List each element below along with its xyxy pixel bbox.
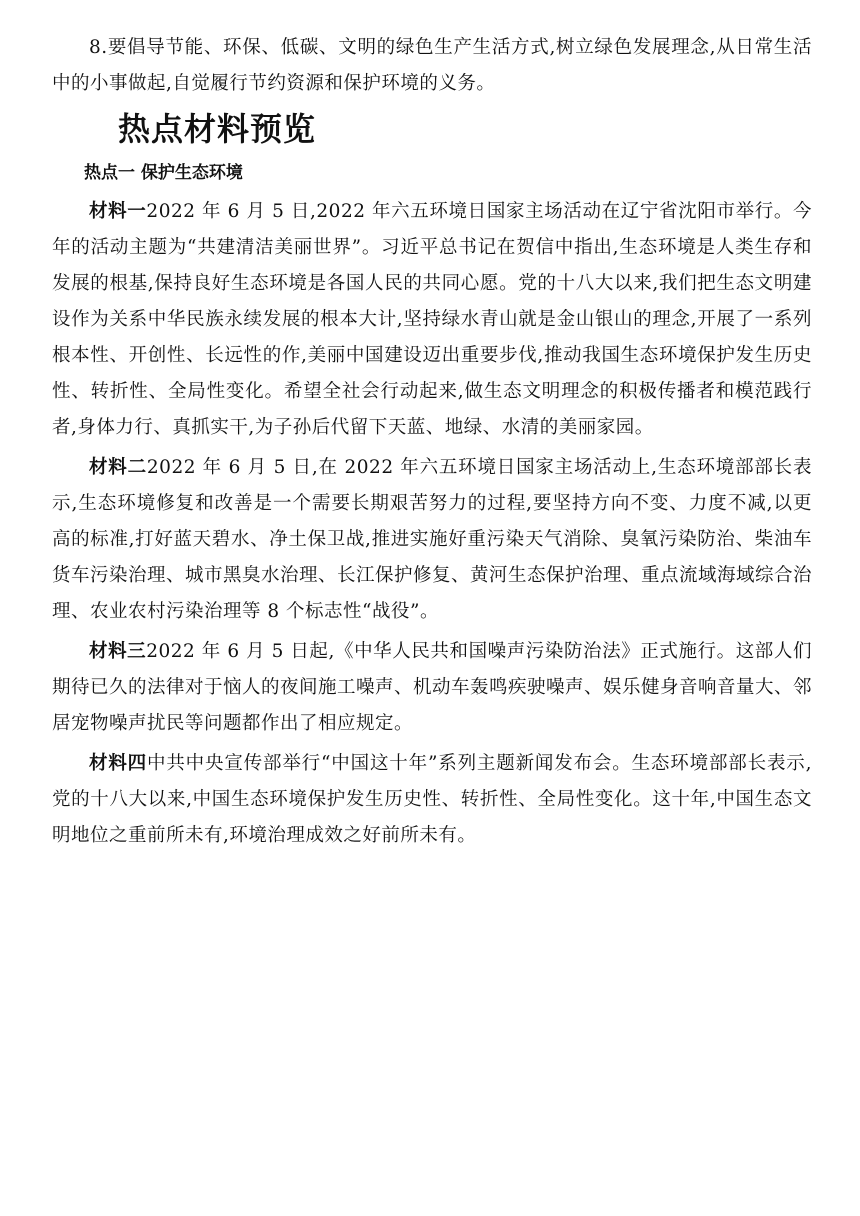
material-text: 2022 年 6 月 5 日,2022 年六五环境日国家主场活动在辽宁省沈阳市举行。今年的活动主题为“共建清洁美丽世界”。习近平总书记在贺信中指出,生态环境是人类生存和发展的根基,保持良好生态环境是各国人民的共同心愿。党的十八大以来,我们把生态文明建设作为关系中华民族永续发展的根本大计,坚持绿水青山就是金山银山的理念,开展了一系列根本性、开创性、长远性的作,美丽中国建设迈出重要步伐,推动我国生态环境保护发生历史性、转折性、全局性变化。希望全社会行动起来,做生态文明理念的积极传播者和模范践行者,身体力行、真抓实干,为子孙后代留下天蓝、地绿、水清的美丽家园。 <box>52 201 812 438</box>
material-label: 材料三 <box>89 641 147 662</box>
document-page <box>52 30 812 858</box>
intro-paragraph: 8.要倡导节能、环保、低碳、文明的绿色生产生活方式,树立绿色发展理念,从日常生活中的小事做起,自觉履行节约资源和保护环境的义务。 <box>52 37 812 94</box>
material-label: 材料二 <box>89 457 147 478</box>
hotspot-subtitle: 热点一 保护生态环境 <box>84 163 243 183</box>
material-paragraph-1 <box>52 194 812 446</box>
material-text: 中共中央宣传部举行“中国这十年”系列主题新闻发布会。生态环境部部长表示,党的十八大以来,中国生态环境保护发生历史性、转折性、全局性变化。这十年,中国生态文明地位之重前所未有,环境治理成效之好前所未有。 <box>52 753 812 846</box>
section-title: 热点材料预览 <box>118 110 317 148</box>
material-paragraph-2 <box>52 450 812 630</box>
material-paragraph-4 <box>52 746 812 854</box>
material-label: 材料一 <box>89 201 147 222</box>
material-paragraph-3 <box>52 634 812 742</box>
material-label: 材料四 <box>89 753 148 774</box>
material-text: 2022 年 6 月 5 日起,《中华人民共和国噪声污染防治法》正式施行。这部人们期待已久的法律对于恼人的夜间施工噪声、机动车轰鸣疾驶噪声、娱乐健身音响音量大、邻居宠物噪声扰民等问题都作出了相应规定。 <box>52 641 813 734</box>
material-text: 2022 年 6 月 5 日,在 2022 年六五环境日国家主场活动上,生态环境部部长表示,生态环境修复和改善是一个需要长期艰苦努力的过程,要坚持方向不变、力度不减,以更高的标准,打好蓝天碧水、净土保卫战,推进实施好重污染天气消除、臭氧污染防治、柴油车货车污染治理、城市黑臭水治理、长江保护修复、黄河生态保护治理、重点流域海域综合治理、农业农村污染治理等 8 个标志性“战役”。 <box>52 457 813 622</box>
